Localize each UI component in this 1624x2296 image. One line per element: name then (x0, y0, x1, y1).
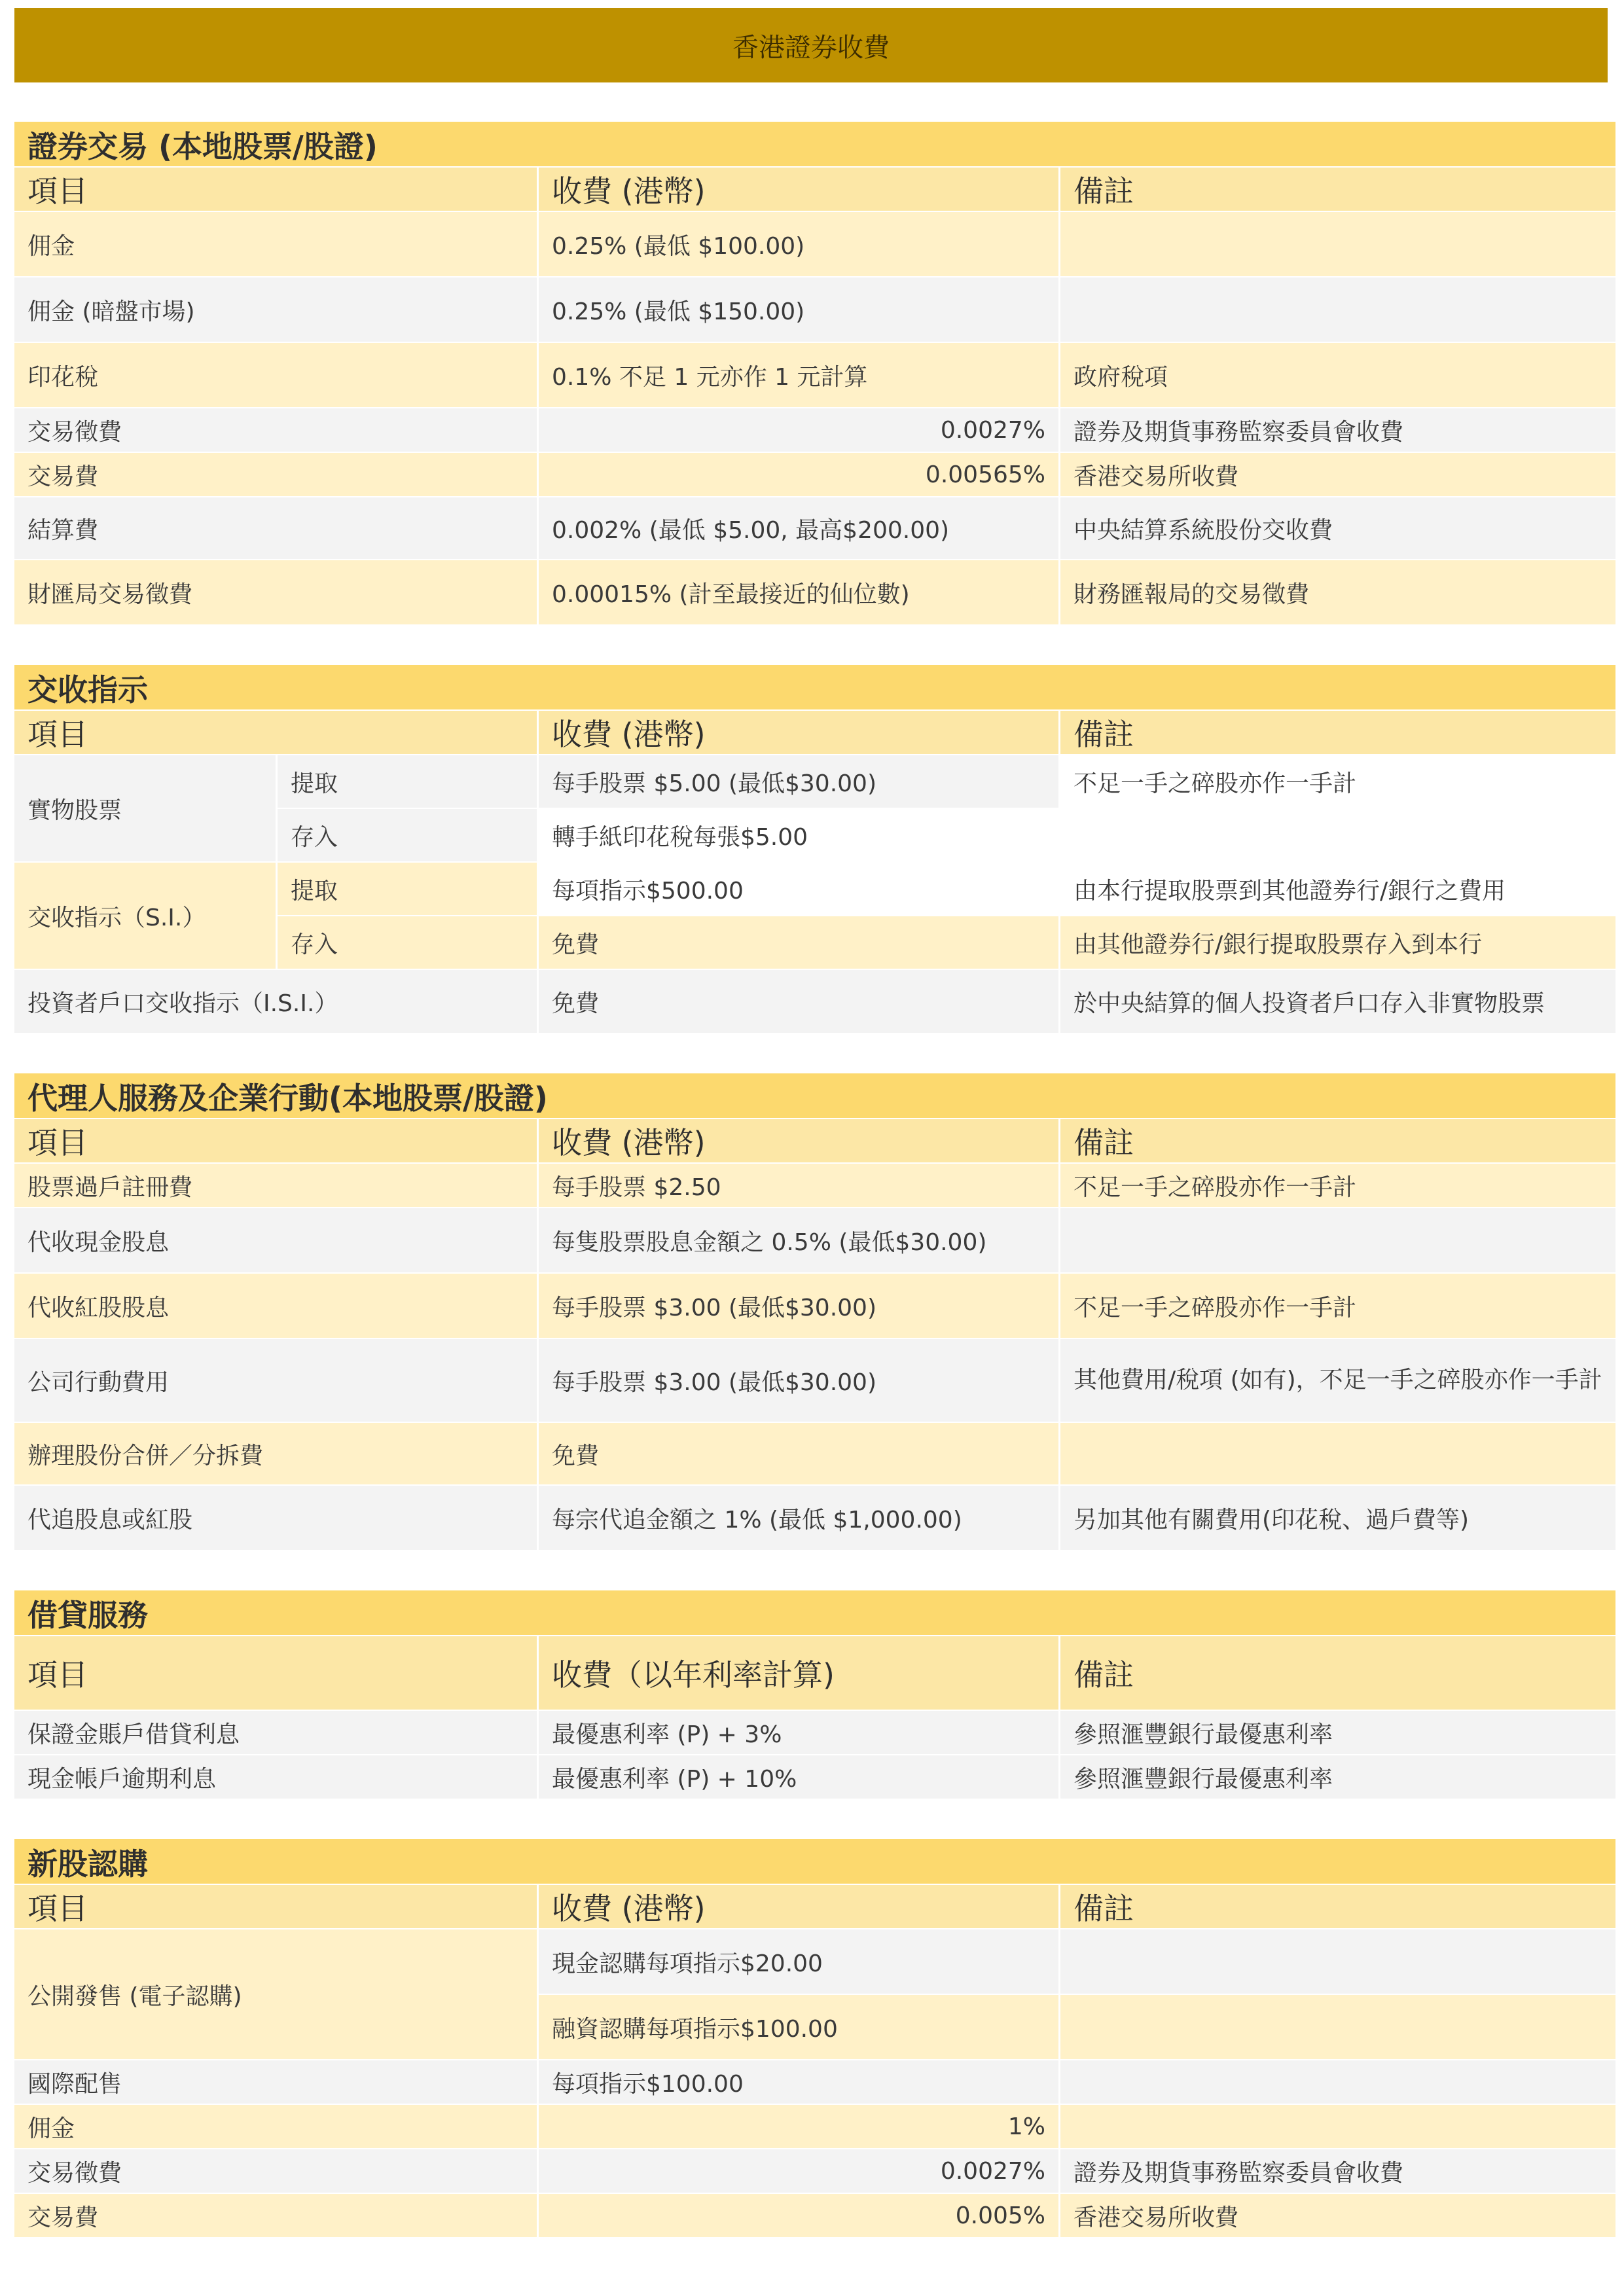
row-note: 香港交易所收費 (1060, 453, 1615, 496)
row-note: 證券及期貨事務監察委員會收費 (1060, 408, 1615, 452)
row-fee: 0.002% (最低 $5.00, 最高$200.00) (539, 497, 1058, 559)
row-item: 現金帳戶逾期利息 (14, 1755, 537, 1799)
col-header-fee: 收費 (港幣) (539, 711, 1058, 754)
row-item: 佣金 (14, 2105, 537, 2148)
row-item: 佣金 (14, 212, 537, 276)
row-item: 保證金賬戶借貸利息 (14, 1711, 537, 1754)
ipo-subscription-table (12, 1838, 1617, 2238)
row-note: 證券及期貨事務監察委員會收費 (1060, 2149, 1615, 2193)
table-row (14, 497, 1615, 559)
row-item: 代收紅股股息 (14, 1274, 537, 1338)
table-row (14, 212, 1615, 276)
row-note (1060, 1995, 1615, 2059)
row-note: 另加其他有關費用(印花稅、過戶費等) (1060, 1486, 1615, 1550)
row-fee: 每手股票 $5.00 (最低$30.00) (539, 755, 1058, 808)
col-header-item: 項目 (14, 1119, 537, 1162)
row-item: 代追股息或紅股 (14, 1486, 537, 1550)
table-row (14, 1929, 1615, 1994)
row-subitem: 提取 (278, 863, 537, 915)
row-fee: 0.25% (最低 $150.00) (539, 278, 1058, 342)
row-fee: 最優惠利率 (P) + 10% (539, 1755, 1058, 1799)
row-fee: 每手股票 $2.50 (539, 1164, 1058, 1207)
row-fee: 0.1% 不足 1 元亦作 1 元計算 (539, 343, 1058, 407)
col-header-item: 項目 (14, 711, 537, 754)
row-subitem: 提取 (278, 755, 537, 808)
row-fee: 1% (539, 2105, 1058, 2148)
lending-services-table (12, 1589, 1617, 1800)
row-note: 不足一手之碎股亦作一手計 (1060, 1164, 1615, 1207)
col-header-note: 備註 (1060, 711, 1615, 754)
row-item: 交易徵費 (14, 2149, 537, 2193)
section-title: 新股認購 (14, 1839, 1615, 1884)
row-item: 交易費 (14, 453, 537, 496)
row-note (1060, 1208, 1615, 1272)
table-row (14, 1208, 1615, 1272)
table-row (14, 2194, 1615, 2237)
table-row (14, 1486, 1615, 1550)
table-row (14, 2149, 1615, 2193)
row-note: 不足一手之碎股亦作一手計 (1060, 755, 1615, 808)
row-fee: 融資認購每項指示$100.00 (539, 1995, 1058, 2059)
table-row (14, 1423, 1615, 1484)
col-header-note: 備註 (1060, 1885, 1615, 1928)
section-title: 證券交易 (本地股票/股證) (14, 122, 1615, 166)
row-fee: 免費 (539, 916, 1058, 969)
row-note: 參照滙豐銀行最優惠利率 (1060, 1755, 1615, 1799)
table-row (14, 970, 1615, 1033)
col-header-note: 備註 (1060, 1636, 1615, 1710)
row-fee: 每項指示$500.00 (539, 863, 1058, 915)
row-item: 交易費 (14, 2194, 537, 2237)
col-header-fee: 收費 (港幣) (539, 1119, 1058, 1162)
table-row (14, 755, 1615, 808)
row-item: 公開發售 (電子認購) (14, 1929, 537, 2059)
table-row (14, 408, 1615, 452)
row-item: 實物股票 (14, 755, 276, 861)
row-fee: 每手股票 $3.00 (最低$30.00) (539, 1339, 1058, 1422)
row-fee: 0.25% (最低 $100.00) (539, 212, 1058, 276)
row-item: 國際配售 (14, 2060, 537, 2104)
table-row (14, 1339, 1615, 1422)
row-fee: 0.005% (539, 2194, 1058, 2237)
row-fee: 0.0027% (539, 408, 1058, 452)
row-fee: 免費 (539, 970, 1058, 1033)
nominee-services-table (12, 1072, 1617, 1551)
row-note (1060, 1929, 1615, 1994)
row-item: 代收現金股息 (14, 1208, 537, 1272)
row-fee: 最優惠利率 (P) + 3% (539, 1711, 1058, 1754)
col-header-note: 備註 (1060, 168, 1615, 211)
col-header-fee: 收費（以年利率計算) (539, 1636, 1058, 1710)
row-note: 中央結算系統股份交收費 (1060, 497, 1615, 559)
row-item: 結算費 (14, 497, 537, 559)
row-item: 公司行動費用 (14, 1339, 537, 1422)
row-note: 香港交易所收費 (1060, 2194, 1615, 2237)
col-header-fee: 收費 (港幣) (539, 168, 1058, 211)
row-fee: 每手股票 $3.00 (最低$30.00) (539, 1274, 1058, 1338)
row-subitem: 存入 (278, 916, 537, 969)
fee-schedule-page (14, 8, 1608, 2238)
row-note (1060, 1423, 1615, 1484)
row-item: 交收指示（S.I.） (14, 863, 276, 969)
table-row (14, 1164, 1615, 1207)
row-item: 辦理股份合併／分拆費 (14, 1423, 537, 1484)
row-note: 政府稅項 (1060, 343, 1615, 407)
table-row (14, 2105, 1615, 2148)
row-note: 由其他證券行/銀行提取股票存入到本行 (1060, 916, 1615, 969)
section-title: 交收指示 (14, 665, 1615, 709)
table-row (14, 343, 1615, 407)
row-note: 於中央結算的個人投資者戶口存入非實物股票 (1060, 970, 1615, 1033)
settlement-instructions-table (12, 664, 1617, 1034)
row-note (1060, 212, 1615, 276)
row-item: 佣金 (暗盤市場) (14, 278, 537, 342)
row-fee: 免費 (539, 1423, 1058, 1484)
row-note: 其他費用/稅項 (如有)，不足一手之碎股亦作一手計 (1060, 1339, 1615, 1422)
row-note: 財務匯報局的交易徵費 (1060, 560, 1615, 624)
table-row (14, 560, 1615, 624)
row-subitem: 存入 (278, 809, 537, 861)
row-note (1060, 278, 1615, 342)
row-fee: 每項指示$100.00 (539, 2060, 1058, 2104)
col-header-fee: 收費 (港幣) (539, 1885, 1058, 1928)
securities-trading-table (12, 120, 1617, 626)
row-item: 財匯局交易徵費 (14, 560, 537, 624)
table-row (14, 1711, 1615, 1754)
col-header-note: 備註 (1060, 1119, 1615, 1162)
row-fee: 每隻股票股息金額之 0.5% (最低$30.00) (539, 1208, 1058, 1272)
table-row (14, 453, 1615, 496)
row-fee: 每宗代追金額之 1% (最低 $1,000.00) (539, 1486, 1058, 1550)
row-item: 印花稅 (14, 343, 537, 407)
col-header-item: 項目 (14, 1885, 537, 1928)
section-title: 借貸服務 (14, 1590, 1615, 1635)
row-fee: 0.0027% (539, 2149, 1058, 2193)
row-note: 參照滙豐銀行最優惠利率 (1060, 1711, 1615, 1754)
table-row (14, 278, 1615, 342)
row-note (1060, 809, 1615, 861)
row-fee: 轉手紙印花稅每張$5.00 (539, 809, 1058, 861)
row-note: 由本行提取股票到其他證券行/銀行之費用 (1060, 863, 1615, 915)
row-fee: 現金認購每項指示$20.00 (539, 1929, 1058, 1994)
page-title: 香港證券收費 (14, 8, 1608, 82)
table-row (14, 1274, 1615, 1338)
row-fee: 0.00565% (539, 453, 1058, 496)
table-row (14, 863, 1615, 915)
section-title: 代理人服務及企業行動(本地股票/股證) (14, 1073, 1615, 1118)
row-item: 股票過戶註冊費 (14, 1164, 537, 1207)
table-row (14, 2060, 1615, 2104)
row-fee: 0.00015% (計至最接近的仙位數) (539, 560, 1058, 624)
row-note (1060, 2105, 1615, 2148)
row-item: 投資者戶口交收指示（I.S.I.） (14, 970, 537, 1033)
row-note (1060, 2060, 1615, 2104)
col-header-item: 項目 (14, 1636, 537, 1710)
col-header-item: 項目 (14, 168, 537, 211)
row-note: 不足一手之碎股亦作一手計 (1060, 1274, 1615, 1338)
table-row (14, 1755, 1615, 1799)
row-item: 交易徵費 (14, 408, 537, 452)
